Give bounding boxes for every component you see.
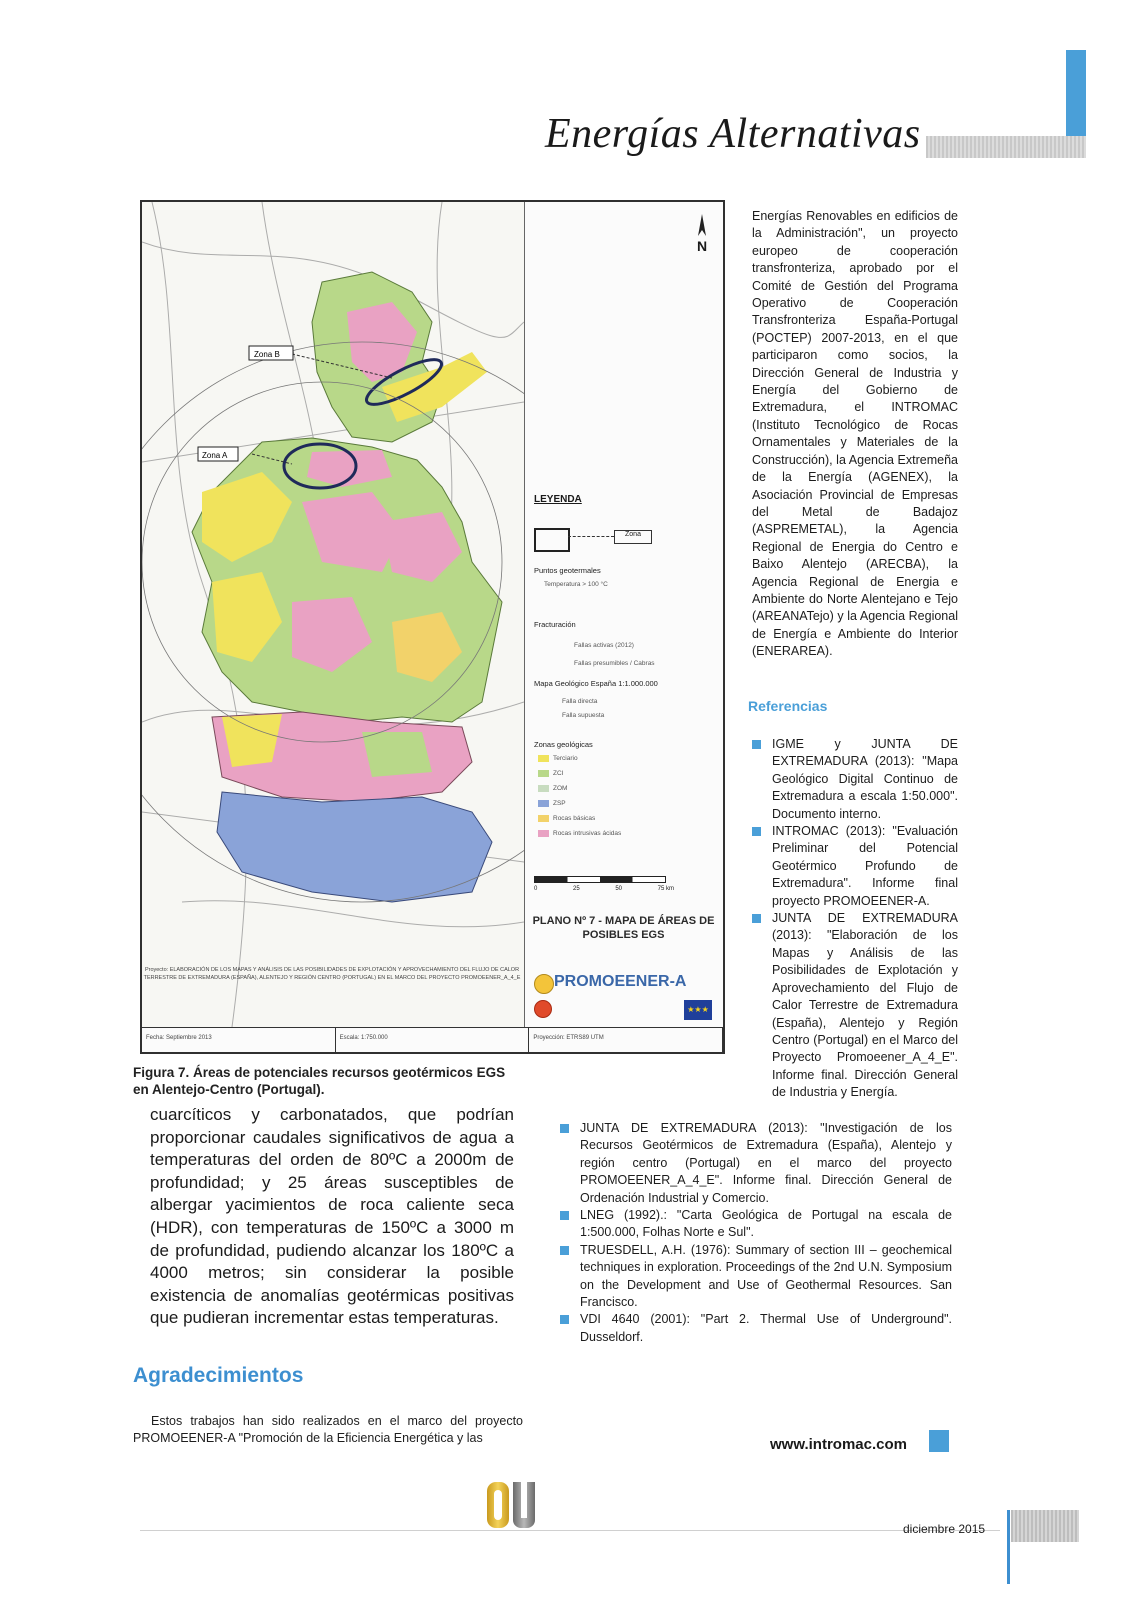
legend-thermal-item: Temperatura > 100 °C (544, 581, 608, 588)
legend-zone-item: ZOM (538, 785, 567, 792)
map-footnote: Proyecto: ELABORACIÓN DE LOS MAPAS Y ANÁLISIS DE LAS POSIBILIDADES DE EXPLOTACIÓN Y APROVECHAMIENTO DEL FLUJO DE CALOR TERRESTRE DE EXTREMADURA (ESPAÑA), ALENTEJO Y REGIÓN CENTRO (PORTUGAL) EN EL MARCO DEL PROYECTO PROMOEENER_A_4_E (143, 967, 521, 981)
legend-title: LEYENDA (534, 494, 582, 505)
title-gray-bar (926, 136, 1086, 158)
legend-fracturation-item: Fallas presumibles / Cabras (574, 660, 655, 667)
reference-item: JUNTA DE EXTREMADURA (2013): "Investigación de los Recursos Geotérmicos de Extremadura (España), Alentejo y región centro (Portugal) en el marco del proyecto PROMOEENER_A_4_E". Informe final. Dirección General de Ordenación Industrial y Comercio. (580, 1120, 952, 1207)
scale-ticks: 0 25 50 75 km (534, 886, 674, 892)
info-cell: Proyección: ETRS89 UTM (529, 1028, 723, 1053)
promoeener-logo-icon (534, 974, 554, 994)
issue-date: diciembre 2015 (903, 1522, 986, 1536)
legend-fracturation-item: Fallas activas (2012) (574, 642, 634, 649)
zone-symbol-line (568, 536, 614, 537)
figure-map (140, 200, 725, 1054)
north-label: N (697, 238, 708, 254)
legend-zone-item: Rocas básicas (538, 815, 595, 822)
figure-caption: Figura 7. Áreas de potenciales recursos geotérmicos EGS en Alentejo-Centro (Portugal). (133, 1065, 506, 1097)
reference-item: VDI 4640 (2001): "Part 2. Thermal Use of Underground". Dusseldorf. (580, 1311, 952, 1346)
north-arrow-icon (692, 214, 712, 238)
bullet-icon (560, 1246, 569, 1255)
footer-gray-bar (1011, 1510, 1079, 1542)
scale-bar (534, 876, 666, 883)
zone-symbol (534, 528, 570, 552)
footer-logo-icon (485, 1480, 537, 1530)
header-accent-tab (1066, 50, 1086, 138)
legend-zone-item: Terciario (538, 755, 578, 762)
legend-thermal-heading: Puntos geotermales (534, 566, 601, 575)
references-heading: Referencias (748, 698, 828, 714)
geologic-map (142, 202, 524, 1027)
map-panel (142, 202, 525, 1027)
footer-rule (140, 1530, 1000, 1531)
legend-fault-item: Falla supuesta (562, 712, 605, 719)
zone-tag: Zona (614, 530, 652, 544)
bullet-icon (560, 1211, 569, 1220)
bullet-icon (752, 914, 761, 923)
eu-flag-icon: ★★★ (684, 1000, 712, 1020)
acknowledgements-text: Estos trabajos han sido realizados en el marco del proyecto PROMOEENER-A "Promoción de la Eficiencia Energética y las (133, 1414, 523, 1445)
references-list-narrow (772, 736, 958, 1102)
section-title: Energías Alternativas (545, 111, 921, 157)
acknowledgements-heading: Agradecimientos (133, 1364, 304, 1387)
reference-item: IGME y JUNTA DE EXTREMADURA (2013): "Mapa Geológico Digital Continuo de Extremadura a escala 1:50.000". Documento interno. (772, 736, 958, 823)
partner-logo-icon (534, 1000, 552, 1018)
info-cell: Escala: 1:750.000 (336, 1028, 530, 1053)
legend-fault-item: Falla directa (562, 698, 598, 705)
footer-url[interactable]: www.intromac.com (770, 1436, 907, 1453)
legend-panel (524, 202, 723, 1027)
info-cell: Fecha: Septiembre 2013 (142, 1028, 336, 1053)
reference-item: INTROMAC (2013): "Evaluación Preliminar del Potencial Geotérmico Profundo de Extremadura". Informe final proyecto PROMOEENER-A. (772, 823, 958, 910)
footer-accent-square (929, 1430, 949, 1452)
right-column-paragraph: Energías Renovables en edificios de la Administración", un proyecto europeo de cooperación transfronteriza, aprobado por el Comité de Gestión del Programa Operativo de Cooperación Transfronteriza España-Portugal (POCTEP) 2007-2013, en el que participaron como socios, la Dirección General de Industria y Energía del Gobierno de Extremadura, el INTROMAC (Instituto Tecnológico de Rocas Ornamentales y Materiales de la Construcción), la Agencia Extremeña de la Energía (AGENEX), la Asociación Provincial de Empresas del Metal de Badajoz (ASPREMETAL), la Agencia Regional de Energia do Centro e Baixo Alentejo (ARECBA), la Agencia Regional de Energia e Ambiente do Norte Alentejano e Tejo (AREANATejo) y la Agencia Regional de Energía e Ambiente do Interior (ENERAREA). (752, 209, 958, 659)
footer-blue-bar (1007, 1510, 1010, 1584)
bullet-icon (560, 1315, 569, 1324)
legend-zone-item: Rocas intrusivas ácidas (538, 830, 621, 837)
reference-item: TRUESDELL, A.H. (1976): Summary of section III – geochemical techniques in exploration. Proceedings of the 2nd U.N. Symposium on the Development and Use of Geothermal Resources. San Francisco. (580, 1242, 952, 1312)
legend-geologic-map-heading: Mapa Geológico España 1:1.000.000 (534, 679, 658, 688)
promoeener-logo: PROMOEENER-A (554, 973, 687, 990)
zona-b-label: Zona B (254, 350, 280, 359)
legend-fracturation-heading: Fracturación (534, 620, 576, 629)
zona-a-label: Zona A (202, 451, 228, 460)
bullet-icon (560, 1124, 569, 1133)
legend-zones-heading: Zonas geológicas (534, 740, 593, 749)
bullet-icon (752, 827, 761, 836)
reference-item: JUNTA DE EXTREMADURA (2013): "Elaboración de los Mapas y Análisis de las Posibilidades de Explotación y Aprovechamiento del Flujo de Calor Terrestre de Extremadura (España), Alentejo y Región Centro (Portugal) en el Marco del Proyecto Promoeener_A_4_E". Informe final. Dirección General de Industria y Energía. (772, 910, 958, 1101)
reference-item: LNEG (1992).: "Carta Geológica de Portugal na escala de 1:500.000, Folhas Norte e Sul". (580, 1207, 952, 1242)
figure-info-strip (142, 1027, 723, 1053)
body-paragraph: cuarcíticos y carbonatados, que podrían proporcionar caudales significativos de agua a temperaturas del orden de 80ºC a 2000m de profundidad; y 25 áreas susceptibles de albergar yacimientos de roca caliente seca (HDR), con temperaturas de 150ºC a 3000 m de profundidad, pudiendo alcanzar los 180ºC a 4000 metros; sin considerar la posible existencia de anomalías geotérmicas positivas que pudieran incrementar estas temperaturas. (150, 1105, 514, 1328)
bullet-icon (752, 740, 761, 749)
plano-title: PLANO Nº 7 - MAPA DE ÁREAS DE POSIBLES EGS (532, 915, 715, 941)
references-list-wide (580, 1120, 952, 1346)
legend-zone-item: ZSP (538, 800, 566, 807)
legend-zone-item: ZCI (538, 770, 563, 777)
